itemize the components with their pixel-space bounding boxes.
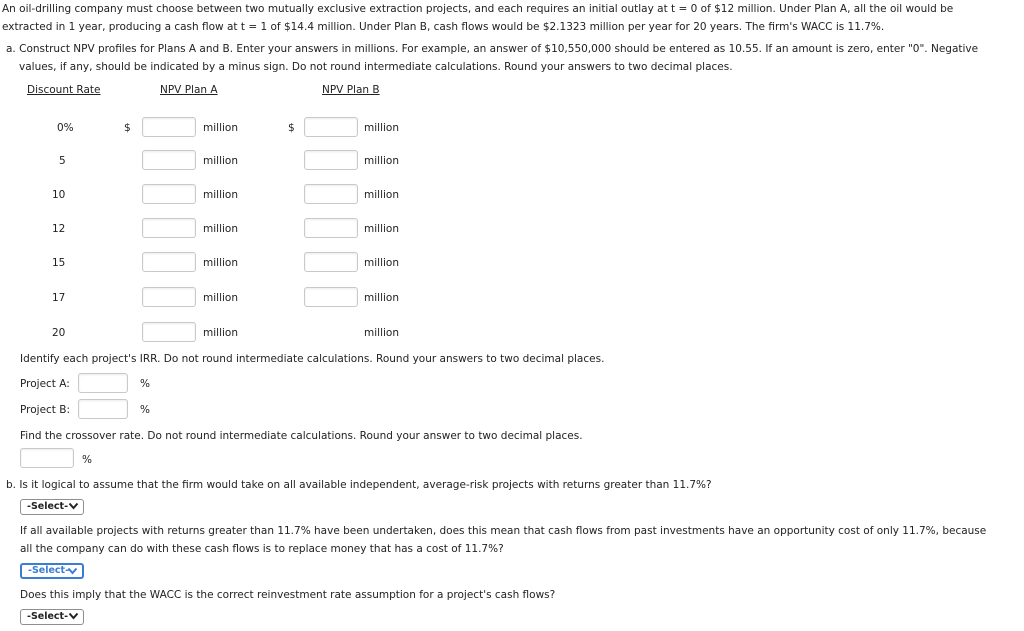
unit-label: million (364, 292, 399, 304)
unit-label: million (364, 327, 399, 339)
intro-line-1: An oil-drilling company must choose between two mutually exclusive extraction projects, and each requires an initial outlay at t = 0 of $12 million. Under Plan A, all the oil would be (2, 3, 954, 15)
project-b-label: Project B: (20, 404, 71, 416)
unit-label: million (203, 189, 238, 201)
rate-label: 17 (52, 292, 66, 304)
rate-label: 15 (52, 257, 66, 269)
part-b-question-3: Does this imply that the WACC is the correct reinvestment rate assumption for a project's cash flows? (20, 589, 556, 601)
unit-label: million (203, 327, 238, 339)
chevron-down-icon (68, 501, 79, 511)
irr-instruction: Identify each project's IRR. Do not round intermediate calculations. Round your answers to two decimal places. (20, 353, 605, 365)
header-npv-plan-b: NPV Plan B (322, 84, 380, 96)
percent-sign: % (82, 454, 92, 466)
unit-label: million (364, 122, 399, 134)
unit-label: million (203, 223, 238, 235)
npv-plan-a-input-10[interactable] (142, 184, 196, 204)
header-discount-rate: Discount Rate (27, 84, 101, 96)
project-a-label: Project A: (20, 378, 70, 390)
select-label: -Select- (28, 565, 70, 576)
chevron-down-icon (68, 611, 79, 621)
unit-label: million (364, 223, 399, 235)
problem-intro (2, 0, 1020, 36)
rate-label: 10 (52, 189, 66, 201)
select-question-3[interactable] (20, 609, 84, 625)
unit-label: million (364, 257, 399, 269)
part-b-question-2-line-1: If all available projects with returns greater than 11.7% have been undertaken, does this mean that cash flows from past investments have an opportunity cost of only 11.7%, because (20, 525, 987, 537)
npv-plan-a-input-20[interactable] (142, 322, 196, 342)
npv-plan-b-input-17[interactable] (304, 287, 358, 307)
npv-plan-b-input-0[interactable] (304, 117, 358, 137)
unit-label: million (203, 122, 238, 134)
irr-project-b-input[interactable] (78, 399, 128, 419)
rate-label: 0% (57, 122, 74, 134)
currency-symbol: $ (124, 122, 131, 134)
npv-plan-a-input-15[interactable] (142, 252, 196, 272)
rate-label: 5 (59, 155, 66, 167)
currency-symbol: $ (288, 122, 295, 134)
select-question-1[interactable] (20, 499, 84, 515)
part-a-instructions (6, 40, 1024, 76)
npv-plan-b-input-15[interactable] (304, 252, 358, 272)
npv-plan-b-input-12[interactable] (304, 218, 358, 238)
npv-plan-b-input-5[interactable] (304, 150, 358, 170)
unit-label: million (364, 189, 399, 201)
npv-plan-a-input-12[interactable] (142, 218, 196, 238)
percent-sign: % (140, 378, 150, 390)
npv-plan-a-input-0[interactable] (142, 117, 196, 137)
npv-plan-b-input-10[interactable] (304, 184, 358, 204)
part-b-question-1: b. Is it logical to assume that the firm would take on all available independent, average-risk projects with returns greater than 11.7%? (6, 479, 712, 491)
crossover-rate-input[interactable] (20, 448, 74, 468)
intro-line-2: extracted in 1 year, producing a cash flow at t = 1 of $14.4 million. Under Plan B, cash flows would be $2.1323 million per year for 20 years. The firm's WACC is 11.7%. (2, 21, 885, 33)
irr-project-a-input[interactable] (78, 373, 128, 393)
unit-label: million (203, 257, 238, 269)
unit-label: million (364, 155, 399, 167)
unit-label: million (203, 155, 238, 167)
header-npv-plan-a: NPV Plan A (160, 84, 218, 96)
select-label: -Select- (27, 501, 69, 512)
rate-label: 12 (52, 223, 66, 235)
percent-sign: % (140, 404, 150, 416)
rate-label: 20 (52, 327, 66, 339)
npv-plan-a-input-5[interactable] (142, 150, 196, 170)
part-b-question-2-line-2: all the company can do with these cash flows is to replace money that has a cost of 11.7%? (20, 543, 504, 555)
crossover-instruction: Find the crossover rate. Do not round intermediate calculations. Round your answer to two decimal places. (20, 430, 583, 442)
select-label: -Select- (27, 611, 69, 622)
npv-plan-a-input-17[interactable] (142, 287, 196, 307)
select-question-2[interactable] (20, 563, 84, 579)
chevron-down-icon (67, 566, 78, 576)
unit-label: million (203, 292, 238, 304)
part-a-line-1: a. Construct NPV profiles for Plans A and B. Enter your answers in millions. For example, an answer of $10,550,000 should be entered as 10.55. If an amount is zero, enter "0". Negative (6, 43, 979, 55)
part-a-line-2: values, if any, should be indicated by a minus sign. Do not round intermediate calculations. Round your answers to two decimal places. (19, 61, 733, 73)
